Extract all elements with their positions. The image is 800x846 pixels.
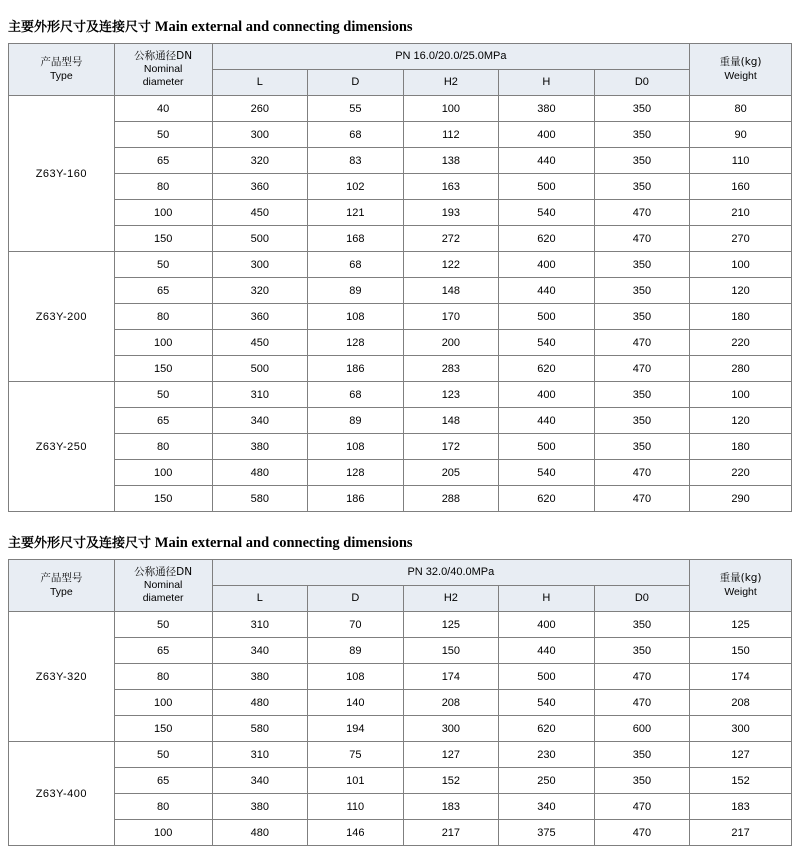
- table-row: [9, 96, 792, 122]
- header-row-1: [9, 560, 792, 586]
- cell-h2: 205: [403, 460, 499, 486]
- header-dn-cn: 公称通径DN: [134, 565, 193, 578]
- cell-d: 110: [308, 794, 404, 820]
- cell-h: 440: [499, 148, 595, 174]
- cell-d0: 470: [594, 664, 690, 690]
- cell-w: 208: [690, 690, 792, 716]
- cell-d: 89: [308, 278, 404, 304]
- cell-h: 375: [499, 820, 595, 846]
- cell-d0: 350: [594, 122, 690, 148]
- cell-h2: 183: [403, 794, 499, 820]
- header-type-en: Type: [49, 585, 73, 598]
- cell-d0: 350: [594, 742, 690, 768]
- cell-d0: 350: [594, 638, 690, 664]
- cell-h2: 148: [403, 278, 499, 304]
- cell-d: 102: [308, 174, 404, 200]
- cell-dn: 80: [114, 434, 212, 460]
- dimensions-table: [8, 559, 792, 846]
- cell-h2: 170: [403, 304, 499, 330]
- cell-l: 380: [212, 434, 308, 460]
- cell-dn: 65: [114, 768, 212, 794]
- cell-d0: 350: [594, 408, 690, 434]
- section-spacer: [0, 512, 800, 526]
- cell-d0: 470: [594, 356, 690, 382]
- table-row: [9, 716, 792, 742]
- cell-dn: 65: [114, 278, 212, 304]
- cell-dn: 40: [114, 96, 212, 122]
- header-nominal-diameter: [114, 44, 212, 96]
- header-col-l: L: [212, 70, 308, 96]
- cell-h: 620: [499, 486, 595, 512]
- cell-h: 620: [499, 716, 595, 742]
- cell-dn: 50: [114, 742, 212, 768]
- header-nominal-diameter: [114, 560, 212, 612]
- cell-l: 310: [212, 742, 308, 768]
- table-row: [9, 200, 792, 226]
- header-weight: [690, 560, 792, 612]
- cell-w: 120: [690, 408, 792, 434]
- cell-dn: 150: [114, 356, 212, 382]
- cell-w: 220: [690, 330, 792, 356]
- table-row: [9, 664, 792, 690]
- cell-h: 500: [499, 174, 595, 200]
- cell-h: 500: [499, 664, 595, 690]
- cell-h2: 200: [403, 330, 499, 356]
- cell-dn: 80: [114, 664, 212, 690]
- cell-h2: 138: [403, 148, 499, 174]
- table-row: [9, 408, 792, 434]
- cell-h2: 300: [403, 716, 499, 742]
- cell-w: 180: [690, 304, 792, 330]
- cell-d0: 470: [594, 460, 690, 486]
- cell-h2: 112: [403, 122, 499, 148]
- cell-h: 620: [499, 226, 595, 252]
- cell-l: 500: [212, 226, 308, 252]
- cell-w: 110: [690, 148, 792, 174]
- section-title-cn: 主要外形尺寸及连接尺寸: [8, 20, 152, 35]
- header-weight-cn: 重量(kg): [719, 572, 762, 585]
- cell-w: 280: [690, 356, 792, 382]
- header-weight-cn: 重量(kg): [719, 56, 762, 69]
- table-row: [9, 690, 792, 716]
- header-pressure-group: PN 32.0/40.0MPa: [212, 560, 690, 586]
- section-title: [0, 526, 800, 559]
- cell-h: 380: [499, 96, 595, 122]
- cell-w: 290: [690, 486, 792, 512]
- cell-d0: 350: [594, 612, 690, 638]
- header-col-h: H: [499, 70, 595, 96]
- cell-w: 90: [690, 122, 792, 148]
- cell-l: 310: [212, 612, 308, 638]
- cell-w: 125: [690, 612, 792, 638]
- cell-w: 217: [690, 820, 792, 846]
- cell-h: 400: [499, 612, 595, 638]
- header-col-d: D: [308, 586, 404, 612]
- cell-d: 101: [308, 768, 404, 794]
- cell-w: 210: [690, 200, 792, 226]
- header-dn-en-line1: Nominal: [143, 578, 183, 591]
- header-col-h2: H2: [403, 70, 499, 96]
- table-row: [9, 174, 792, 200]
- cell-d: 89: [308, 638, 404, 664]
- table-header: [9, 44, 792, 96]
- cell-h: 230: [499, 742, 595, 768]
- cell-dn: 100: [114, 820, 212, 846]
- header-type-cn: 产品型号: [40, 572, 83, 585]
- header-type: [9, 44, 115, 96]
- cell-d: 128: [308, 460, 404, 486]
- header-weight-en: Weight: [724, 69, 757, 82]
- cell-d0: 350: [594, 148, 690, 174]
- cell-l: 340: [212, 768, 308, 794]
- cell-h2: 208: [403, 690, 499, 716]
- cell-w: 80: [690, 96, 792, 122]
- table-row: [9, 304, 792, 330]
- cell-w: 220: [690, 460, 792, 486]
- cell-l: 310: [212, 382, 308, 408]
- top-spacer: [0, 0, 800, 10]
- cell-h: 400: [499, 252, 595, 278]
- table-row: [9, 612, 792, 638]
- dimensions-section: [0, 10, 800, 512]
- cell-l: 320: [212, 278, 308, 304]
- cell-h2: 150: [403, 638, 499, 664]
- cell-h: 250: [499, 768, 595, 794]
- table-row: [9, 382, 792, 408]
- cell-dn: 100: [114, 460, 212, 486]
- cell-w: 100: [690, 252, 792, 278]
- cell-h: 400: [499, 122, 595, 148]
- cell-l: 300: [212, 122, 308, 148]
- cell-dn: 100: [114, 200, 212, 226]
- cell-h2: 283: [403, 356, 499, 382]
- table-header: [9, 560, 792, 612]
- table-row: [9, 794, 792, 820]
- table-row: [9, 768, 792, 794]
- cell-dn: 80: [114, 304, 212, 330]
- cell-dn: 50: [114, 252, 212, 278]
- cell-d0: 350: [594, 278, 690, 304]
- cell-type: Z63Y-160: [9, 96, 115, 252]
- cell-w: 127: [690, 742, 792, 768]
- cell-d0: 470: [594, 820, 690, 846]
- header-pressure-group: PN 16.0/20.0/25.0MPa: [212, 44, 690, 70]
- cell-h2: 193: [403, 200, 499, 226]
- cell-w: 270: [690, 226, 792, 252]
- cell-h: 340: [499, 794, 595, 820]
- table-row: [9, 278, 792, 304]
- header-weight-en: Weight: [724, 585, 757, 598]
- cell-l: 300: [212, 252, 308, 278]
- header-col-d: D: [308, 70, 404, 96]
- cell-d: 70: [308, 612, 404, 638]
- header-col-h: H: [499, 586, 595, 612]
- cell-l: 320: [212, 148, 308, 174]
- cell-d: 194: [308, 716, 404, 742]
- header-type-en: Type: [49, 69, 73, 82]
- header-col-l: L: [212, 586, 308, 612]
- cell-d: 146: [308, 820, 404, 846]
- table-row: [9, 460, 792, 486]
- cell-w: 152: [690, 768, 792, 794]
- cell-h2: 123: [403, 382, 499, 408]
- cell-d: 186: [308, 486, 404, 512]
- table-row: [9, 434, 792, 460]
- cell-w: 100: [690, 382, 792, 408]
- section-title-en: Main external and connecting dimensions: [154, 19, 413, 35]
- cell-l: 450: [212, 330, 308, 356]
- table-row: [9, 226, 792, 252]
- cell-l: 340: [212, 408, 308, 434]
- cell-d: 168: [308, 226, 404, 252]
- cell-h: 440: [499, 408, 595, 434]
- cell-d0: 350: [594, 304, 690, 330]
- table-row: [9, 330, 792, 356]
- cell-dn: 50: [114, 122, 212, 148]
- cell-d0: 350: [594, 174, 690, 200]
- cell-h2: 174: [403, 664, 499, 690]
- header-type: [9, 560, 115, 612]
- cell-h2: 148: [403, 408, 499, 434]
- cell-dn: 65: [114, 638, 212, 664]
- cell-d: 55: [308, 96, 404, 122]
- cell-d0: 470: [594, 794, 690, 820]
- cell-h: 620: [499, 356, 595, 382]
- cell-h2: 163: [403, 174, 499, 200]
- cell-d0: 600: [594, 716, 690, 742]
- cell-l: 450: [212, 200, 308, 226]
- cell-w: 180: [690, 434, 792, 460]
- sections-container: [0, 10, 800, 846]
- header-dn-en-line1: Nominal: [143, 62, 183, 75]
- header-col-d0: D0: [594, 70, 690, 96]
- cell-d: 108: [308, 304, 404, 330]
- cell-d: 128: [308, 330, 404, 356]
- cell-dn: 100: [114, 330, 212, 356]
- cell-dn: 150: [114, 716, 212, 742]
- cell-d: 83: [308, 148, 404, 174]
- cell-d0: 350: [594, 434, 690, 460]
- cell-d: 75: [308, 742, 404, 768]
- cell-h2: 152: [403, 768, 499, 794]
- header-type-cn: 产品型号: [40, 56, 83, 69]
- cell-d0: 470: [594, 486, 690, 512]
- cell-d: 140: [308, 690, 404, 716]
- cell-l: 360: [212, 174, 308, 200]
- table-body: [9, 96, 792, 512]
- cell-dn: 150: [114, 226, 212, 252]
- cell-dn: 65: [114, 148, 212, 174]
- cell-h2: 217: [403, 820, 499, 846]
- cell-h: 440: [499, 278, 595, 304]
- cell-w: 300: [690, 716, 792, 742]
- section-title-en: Main external and connecting dimensions: [154, 535, 413, 551]
- cell-h: 500: [499, 434, 595, 460]
- table-body: [9, 612, 792, 846]
- cell-d: 186: [308, 356, 404, 382]
- cell-d: 68: [308, 252, 404, 278]
- cell-d0: 470: [594, 690, 690, 716]
- cell-d0: 350: [594, 382, 690, 408]
- table-row: [9, 356, 792, 382]
- cell-d0: 470: [594, 200, 690, 226]
- section-title: [0, 10, 800, 43]
- cell-w: 174: [690, 664, 792, 690]
- cell-d: 89: [308, 408, 404, 434]
- cell-l: 500: [212, 356, 308, 382]
- cell-dn: 80: [114, 174, 212, 200]
- table-row: [9, 252, 792, 278]
- section-title-cn: 主要外形尺寸及连接尺寸: [8, 536, 152, 551]
- cell-d: 68: [308, 122, 404, 148]
- cell-d0: 350: [594, 768, 690, 794]
- header-dn-en-line2: diameter: [142, 592, 184, 605]
- cell-w: 120: [690, 278, 792, 304]
- cell-type: Z63Y-200: [9, 252, 115, 382]
- cell-h: 500: [499, 304, 595, 330]
- cell-type: Z63Y-400: [9, 742, 115, 846]
- cell-d: 68: [308, 382, 404, 408]
- header-row-1: [9, 44, 792, 70]
- cell-d0: 350: [594, 96, 690, 122]
- cell-h: 540: [499, 690, 595, 716]
- cell-d0: 470: [594, 226, 690, 252]
- cell-h2: 100: [403, 96, 499, 122]
- header-col-d0: D0: [594, 586, 690, 612]
- cell-h: 540: [499, 460, 595, 486]
- cell-h: 400: [499, 382, 595, 408]
- cell-w: 150: [690, 638, 792, 664]
- cell-w: 160: [690, 174, 792, 200]
- cell-l: 580: [212, 486, 308, 512]
- dimensions-section: [0, 526, 800, 846]
- cell-h2: 272: [403, 226, 499, 252]
- cell-d: 108: [308, 434, 404, 460]
- table-row: [9, 148, 792, 174]
- cell-dn: 50: [114, 612, 212, 638]
- cell-l: 380: [212, 794, 308, 820]
- cell-h: 540: [499, 330, 595, 356]
- cell-h2: 288: [403, 486, 499, 512]
- dimensions-table: [8, 43, 792, 512]
- cell-d0: 350: [594, 252, 690, 278]
- cell-l: 380: [212, 664, 308, 690]
- header-weight: [690, 44, 792, 96]
- cell-l: 360: [212, 304, 308, 330]
- cell-dn: 100: [114, 690, 212, 716]
- cell-dn: 65: [114, 408, 212, 434]
- cell-l: 580: [212, 716, 308, 742]
- table-row: [9, 742, 792, 768]
- table-row: [9, 122, 792, 148]
- cell-d: 121: [308, 200, 404, 226]
- cell-d0: 470: [594, 330, 690, 356]
- cell-l: 340: [212, 638, 308, 664]
- cell-l: 480: [212, 820, 308, 846]
- cell-h2: 125: [403, 612, 499, 638]
- cell-type: Z63Y-250: [9, 382, 115, 512]
- cell-l: 480: [212, 460, 308, 486]
- cell-l: 480: [212, 690, 308, 716]
- cell-w: 183: [690, 794, 792, 820]
- cell-h: 540: [499, 200, 595, 226]
- cell-h: 440: [499, 638, 595, 664]
- header-col-h2: H2: [403, 586, 499, 612]
- cell-h2: 127: [403, 742, 499, 768]
- cell-dn: 80: [114, 794, 212, 820]
- table-row: [9, 638, 792, 664]
- cell-h2: 172: [403, 434, 499, 460]
- cell-type: Z63Y-320: [9, 612, 115, 742]
- header-dn-en-line2: diameter: [142, 76, 184, 89]
- cell-h2: 122: [403, 252, 499, 278]
- header-dn-cn: 公称通径DN: [134, 49, 193, 62]
- table-row: [9, 486, 792, 512]
- cell-dn: 50: [114, 382, 212, 408]
- cell-l: 260: [212, 96, 308, 122]
- cell-dn: 150: [114, 486, 212, 512]
- table-row: [9, 820, 792, 846]
- cell-d: 108: [308, 664, 404, 690]
